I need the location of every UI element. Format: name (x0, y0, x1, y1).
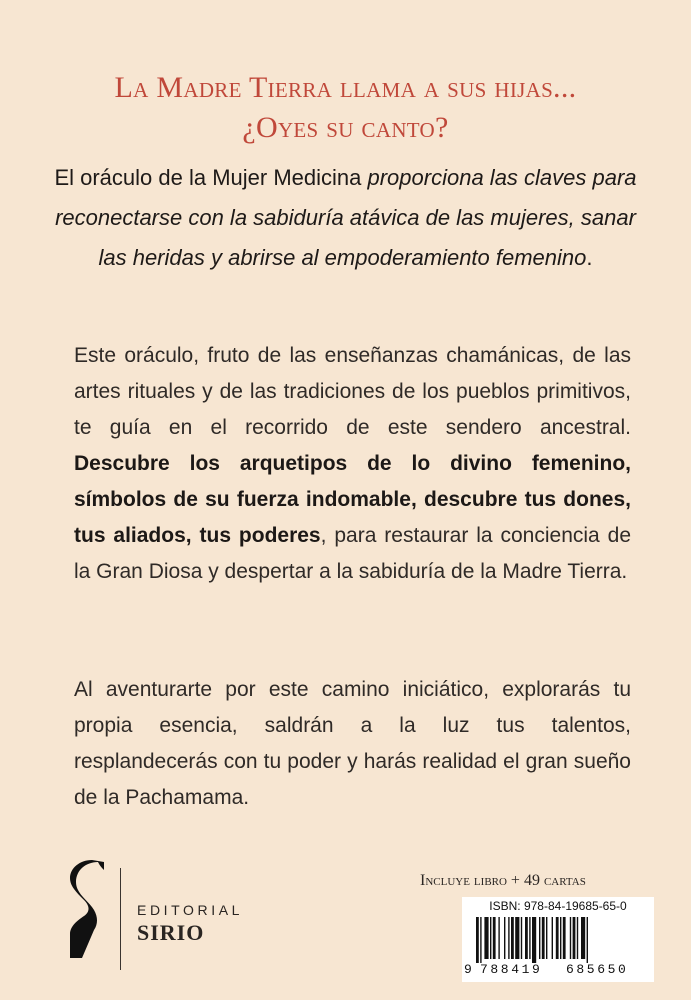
headline (40, 68, 651, 148)
headline-line-2: ¿Oyes su canto? (242, 111, 449, 144)
paragraph1-bold: Descubre los arquetipos de lo divino femenino, símbolos de su fuerza indomable, descubre tus dones, tus aliados, tus poderes (74, 452, 631, 547)
intro-paragraph (40, 158, 651, 278)
barcode-bars-icon (474, 917, 644, 963)
barcode-panel (462, 897, 654, 982)
headline-line-1: La Madre Tierra llama a sus hijas... (114, 71, 577, 104)
body-paragraph-2: Al aventurarte por este camino iniciático, explorarás tu propia esencia, saldrán a la luz tus talentos, resplandecerás con tu poder y harás realidad el gran sueño de la Pachamama. (74, 678, 631, 809)
paragraph1-plain-1: Este oráculo, fruto de las enseñanzas chamánicas, de las artes rituales y de las tradiciones de los pueblos primitivos, te guía en el recorrido de este sendero ancestral. (74, 344, 631, 439)
publisher-label: EDITORIAL (137, 902, 244, 918)
isbn-text: ISBN: 978-84-19685-65-0 (489, 899, 627, 913)
intro-lead: El oráculo de la Mujer Medicina (54, 165, 362, 190)
contents-note: Incluye libro + 49 cartas (420, 872, 586, 889)
barcode-first-digit: 9 (464, 962, 472, 977)
intro-end: . (586, 245, 593, 270)
publisher-name: SIRIO (137, 920, 205, 945)
sirio-swan-logo-icon (68, 860, 104, 960)
barcode-group-1: 788419 (480, 962, 543, 977)
logo-divider (120, 868, 121, 970)
body-paragraph-1 (74, 338, 631, 590)
barcode-group-2: 685650 (566, 962, 629, 977)
intro-italic: proporciona las claves para reconectarse con la sabiduría atávica de las mujeres, sanar las heridas y abrirse al empoderamiento femenino (55, 165, 637, 270)
paragraph1-plain-2: , para restaurar la conciencia de la Gran Diosa y despertar a la sabiduría de la Madre Tierra. (74, 524, 631, 583)
